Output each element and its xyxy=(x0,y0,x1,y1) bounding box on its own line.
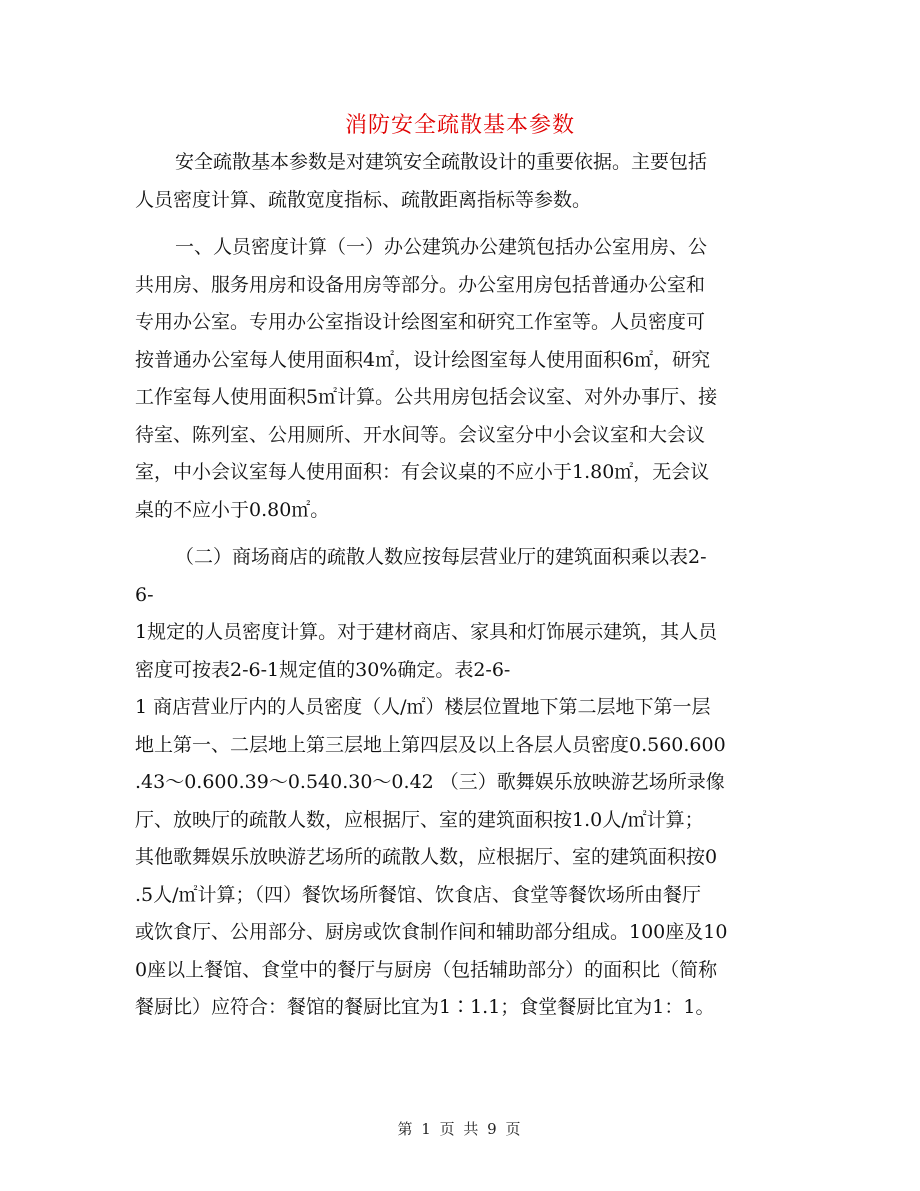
paragraph-line: （二）商场商店的疏散人数应按每层营业厅的建筑面积乘以表2- xyxy=(175,546,707,568)
paragraph-line: 一、人员密度计算（一）办公建筑办公建筑包括办公室用房、公 xyxy=(175,236,708,258)
paragraph-line: 共用房、服务用房和设备用房等部分。办公室用房包括普通办公室和 xyxy=(135,273,706,296)
paragraph-line: 其他歌舞娱乐放映游艺场所的疏散人数，应根据厅、室的建筑面积按0 xyxy=(135,846,718,868)
paragraph-line: 1规定的人员密度计算。对于建材商店、家具和灯饰展示建筑，其人员 xyxy=(135,621,718,643)
paragraph-line: 桌的不应小于0.80㎡。 xyxy=(135,498,330,521)
paragraph-line: 6- xyxy=(135,583,154,606)
paragraph-line: .43～0.600.39～0.540.30～0.42 （三）歌舞娱乐放映游艺场所录像 xyxy=(135,771,725,793)
paragraph-line: 厅、放映厅的疏散人数，应根据厅、室的建筑面积按1.0人/㎡计算； xyxy=(135,808,704,831)
paragraph-line: 餐厨比）应符合：餐馆的餐厨比宜为1∶1.1；食堂餐厨比宜为1：1。 xyxy=(135,996,715,1018)
paragraph-line: 专用办公室。专用办公室指设计绘图室和研究工作室等。人员密度可 xyxy=(135,311,706,333)
paragraph-line: 工作室每人使用面积5㎡计算。公共用房包括会议室、对外办事厅、接 xyxy=(135,386,718,408)
paragraph-line: 安全疏散基本参数是对建筑安全疏散设计的重要依据。主要包括 xyxy=(175,151,708,173)
page-footer: 第 1 页 共 9 页 xyxy=(397,1120,523,1138)
paragraph-line: 0座以上餐馆、食堂中的餐厅与厨房（包括辅助部分）的面积比（简称 xyxy=(135,958,718,981)
paragraph-line: 室，中小会议室每人使用面积：有会议桌的不应小于1.80㎡，无会议 xyxy=(135,461,710,483)
paragraph-line: 人员密度计算、疏散宽度指标、疏散距离指标等参数。 xyxy=(135,188,592,211)
document-body xyxy=(135,144,795,1027)
paragraph-line: .5人/㎡计算；（四）餐饮场所餐馆、饮食店、食堂等餐饮场所由餐厅 xyxy=(135,883,702,906)
paragraph-line: 按普通办公室每人使用面积4㎡，设计绘图室每人使用面积6㎡，研究 xyxy=(135,348,711,371)
document-title: 消防安全疏散基本参数 xyxy=(344,113,575,138)
paragraph-line: 地上第一、二层地上第三层地上第四层及以上各层人员密度0.560.600 xyxy=(135,733,726,756)
paragraph-line: 1 商店营业厅内的人员密度（人/㎡）楼层位置地下第二层地下第一层 xyxy=(135,696,711,718)
paragraph-line: 密度可按表2-6-1规定值的30%确定。表2-6- xyxy=(135,658,511,681)
paragraph-line: 待室、陈列室、公用厕所、开水间等。会议室分中小会议室和大会议 xyxy=(135,423,706,446)
paragraph-line: 或饮食厅、公用部分、厨房或饮食制作间和辅助部分组成。100座及10 xyxy=(135,921,728,943)
